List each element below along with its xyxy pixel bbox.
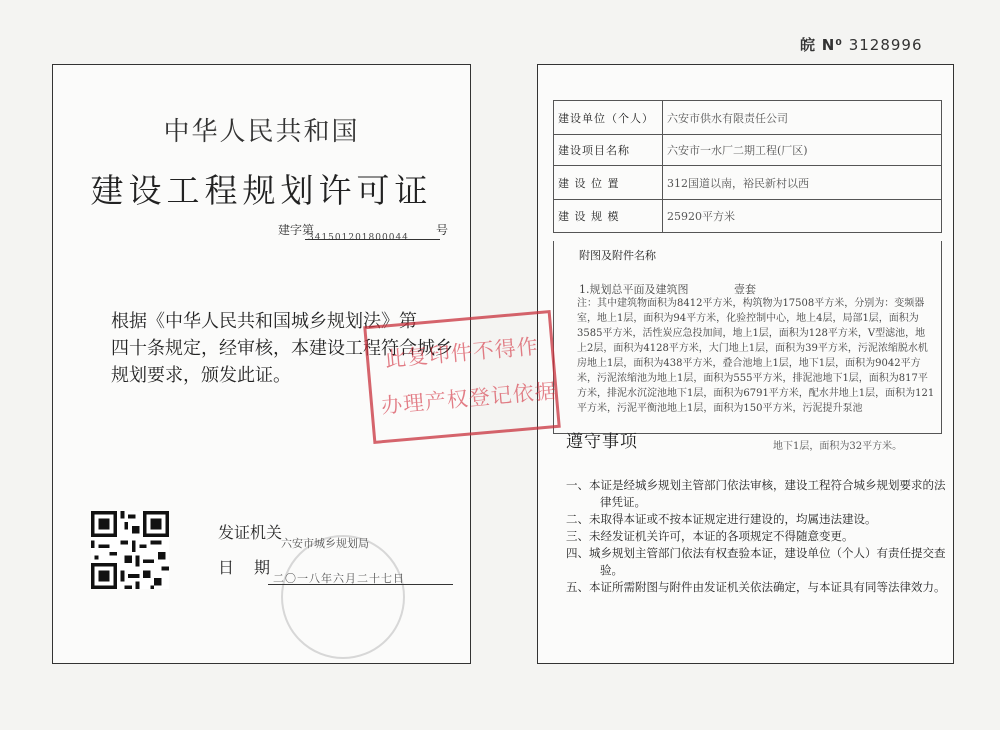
qr-code-icon — [91, 511, 169, 589]
row-label: 建设单位（个人） — [554, 101, 663, 135]
attachment-note: 注：其中建筑物面积为8412平方米，构筑物为17508平方米，分别为：变频器室，地上1层，面积为94平方米，化验控制中心，地上4层，局部1层，面积为3585平方米，活性炭应急投加间，地上1层，面积为128平方米，V型滤池，地上2层，面积为4128平方米，大门地上1层，面积为39平方米，污泥浓缩脱水机房地上1层，面积为438平方米，叠合池地上1层，地下1层，面积为9042平方米，污泥浓缩池为地上1层，面积为555平方米，排泥池地下1层，面积为817平方米，排泥水沉淀池地下1层，面积为6791平方米，配水井地上1层，面积为121平方米，污泥平衡池地上1层，面积为150平方米，污泥提升泵池 — [577, 298, 935, 414]
row-value: 六安市一水厂二期工程(厂区) — [663, 135, 942, 166]
project-info-table — [553, 100, 942, 233]
rule-item: 五、本证所需附图与附件由发证机关依法确定，与本证具有同等法律效力。 — [566, 580, 946, 594]
official-seal — [281, 535, 405, 659]
date-label: 日期 — [218, 558, 291, 577]
row-label: 建 设 位 置 — [554, 166, 663, 200]
serial-value: 3128996 — [848, 36, 923, 54]
attachments-box — [553, 241, 942, 434]
attachment-quantity: 壹套 — [734, 283, 756, 296]
body-line: 规划要求，颁发此证。 — [111, 365, 291, 386]
row-value: 312国道以南，裕民新村以西 — [663, 166, 942, 200]
row-value: 六安市供水有限责任公司 — [663, 101, 942, 135]
body-line: 根据《中华人民共和国城乡规划法》第 — [111, 311, 417, 332]
right-page — [537, 64, 954, 664]
cert-number-suffix: 号 — [436, 223, 449, 237]
issuer-label: 发证机关 — [218, 523, 283, 542]
body-line: 四十条规定，经审核，本建设工程符合城乡 — [111, 338, 453, 359]
table-row — [554, 135, 942, 166]
cert-number-label: 建字第 — [278, 223, 315, 237]
rules-title: 遵守事项 — [566, 432, 638, 452]
country-name: 中华人民共和国 — [163, 117, 360, 147]
cert-number-value: 341501201800044 — [308, 233, 409, 243]
attachments-title: 附图及附件名称 — [579, 249, 656, 262]
serial-no-mark: N⁰ — [821, 36, 843, 54]
row-label: 建 设 规 模 — [554, 200, 663, 233]
stamp-line: 此复印件不得作 — [384, 334, 540, 372]
rule-item: 三、未经发证机关许可，本证的各项规定不得随意变更。 — [566, 529, 854, 543]
date-value: 二〇一八年六月二十七日 — [273, 572, 405, 585]
cert-number-underline — [305, 239, 440, 240]
row-label: 建设项目名称 — [554, 135, 663, 166]
certificate-title: 建设工程规划许可证 — [90, 171, 433, 210]
attachment-item: 1.规划总平面及建筑图 — [579, 283, 689, 296]
date-underline — [268, 584, 453, 585]
serial-prefix: 皖 — [800, 36, 817, 54]
stamp-line: 办理产权登记依据 — [380, 378, 558, 419]
table-row — [554, 166, 942, 200]
serial-number — [800, 34, 923, 55]
rules-list — [566, 477, 951, 596]
row-value: 25920平方米 — [663, 200, 942, 233]
table-row — [554, 101, 942, 135]
table-row — [554, 200, 942, 233]
rule-item: 四、城乡规划主管部门依法有权查验本证，建设单位（个人）有责任提交查验。 — [566, 546, 946, 577]
issuer-value: 六安市城乡规划局 — [281, 537, 369, 550]
attachment-note-tail: 地下1层，面积为32平方米。 — [773, 441, 903, 452]
copy-restriction-stamp — [363, 310, 561, 444]
rule-item: 一、本证是经城乡规划主管部门依法审核，建设工程符合城乡规划要求的法律凭证。 — [566, 478, 946, 509]
rule-item: 二、未取得本证或不按本证规定进行建设的，均属违法建设。 — [566, 512, 877, 526]
